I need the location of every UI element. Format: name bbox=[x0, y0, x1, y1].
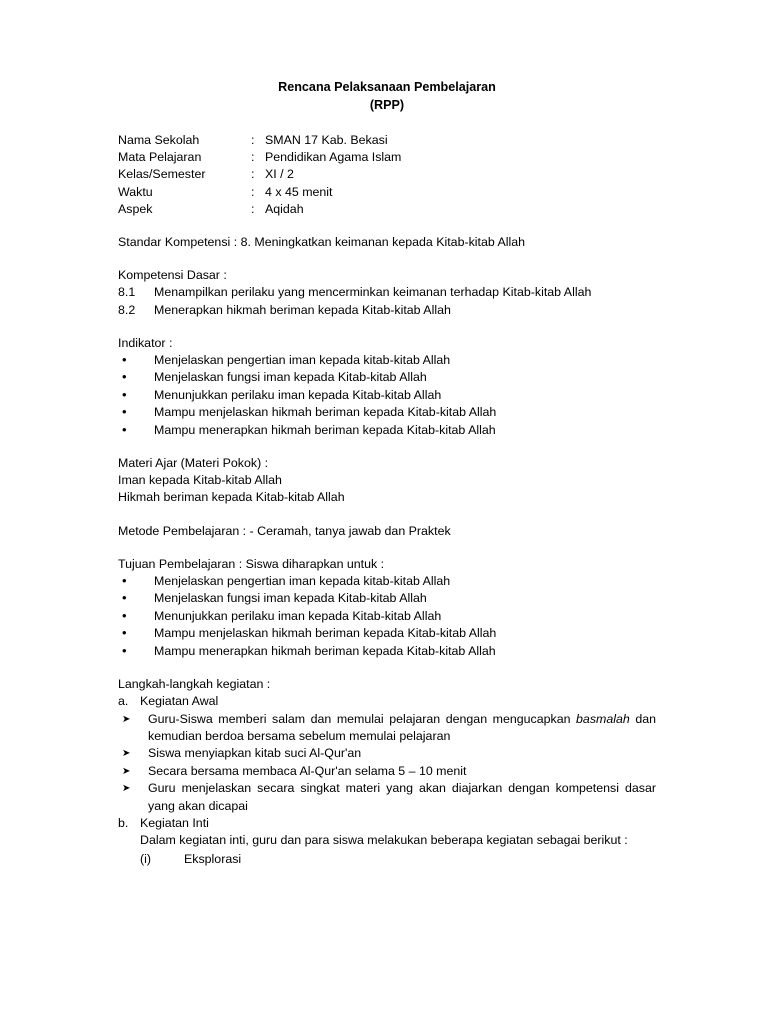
kegiatan-inti-block bbox=[118, 815, 656, 832]
kegiatan-awal-list bbox=[118, 711, 656, 815]
metode-pembelajaran-text: Metode Pembelajaran : - Ceramah, tanya jawab dan Praktek bbox=[118, 523, 451, 538]
meta-label: Kelas/Semester bbox=[118, 167, 206, 182]
materi-ajar-line: Hikmah beriman kepada Kitab-kitab Allah bbox=[118, 490, 345, 505]
indikator-section bbox=[118, 335, 656, 439]
list-item bbox=[118, 711, 656, 746]
page-title bbox=[118, 78, 656, 114]
kegiatan-inti-sub-item bbox=[140, 851, 656, 868]
materi-ajar-line: Iman kepada Kitab-kitab Allah bbox=[118, 473, 282, 488]
table-row bbox=[118, 201, 401, 218]
list-item: • Mampu menerapkan hikmah beriman kepada Kitab-kitab Allah bbox=[118, 422, 656, 439]
list-item: • Menunjukkan perilaku iman kepada Kitab-kitab Allah bbox=[118, 608, 656, 625]
list-item bbox=[118, 763, 656, 780]
meta-colon: : bbox=[251, 201, 255, 216]
meta-label: Mata Pelajaran bbox=[118, 150, 202, 165]
list-item: • Mampu menjelaskan hikmah beriman kepada Kitab-kitab Allah bbox=[118, 404, 656, 421]
list-item: • Mampu menjelaskan hikmah beriman kepada Kitab-kitab Allah bbox=[118, 625, 656, 642]
tujuan-pembelajaran-list bbox=[118, 573, 656, 660]
meta-value: Pendidikan Agama Islam bbox=[265, 150, 402, 165]
item-number: 8.1 bbox=[118, 285, 136, 300]
item-number: 8.2 bbox=[118, 302, 136, 317]
meta-value: 4 x 45 menit bbox=[265, 184, 333, 199]
list-item bbox=[118, 745, 656, 762]
metadata-table bbox=[118, 132, 401, 218]
meta-colon: : bbox=[251, 133, 255, 147]
metode-pembelajaran-section bbox=[118, 523, 656, 540]
meta-label: Nama Sekolah bbox=[118, 133, 200, 147]
table-row bbox=[118, 149, 401, 166]
kegiatan-inti-intro: Dalam kegiatan inti, guru dan para siswa melakukan beberapa kegiatan sebagai berikut : bbox=[140, 833, 628, 848]
kompetensi-dasar-heading: Kompetensi Dasar : bbox=[118, 268, 227, 283]
kegiatan-awal-mark: a. bbox=[118, 694, 129, 709]
kompetensi-dasar-section bbox=[118, 267, 656, 319]
meta-label: Aspek bbox=[118, 201, 153, 216]
table-row bbox=[118, 166, 401, 183]
materi-ajar-section bbox=[118, 455, 656, 507]
list-item: • Mampu menerapkan hikmah beriman kepada Kitab-kitab Allah bbox=[118, 643, 656, 660]
indikator-list bbox=[118, 352, 656, 439]
kegiatan-inti-mark: b. bbox=[118, 815, 129, 830]
standar-kompetensi-section bbox=[118, 234, 656, 251]
item-text-italic: basmalah bbox=[576, 711, 630, 726]
materi-ajar-heading: Materi Ajar (Materi Pokok) : bbox=[118, 456, 269, 471]
meta-colon: : bbox=[251, 167, 255, 182]
tujuan-pembelajaran-section bbox=[118, 556, 656, 660]
list-item: • Menjelaskan pengertian iman kepada kitab-kitab Allah bbox=[118, 573, 656, 590]
meta-colon: : bbox=[251, 184, 255, 199]
tujuan-pembelajaran-heading: Tujuan Pembelajaran : Siswa diharapkan untuk : bbox=[118, 556, 385, 571]
list-item: • Menjelaskan fungsi iman kepada Kitab-kitab Allah bbox=[118, 590, 656, 607]
meta-label: Waktu bbox=[118, 184, 153, 199]
kegiatan-awal-label: Kegiatan Awal bbox=[140, 694, 219, 709]
item-text: Menampilkan perilaku yang mencerminkan keimanan terhadap Kitab-kitab Allah bbox=[154, 285, 592, 300]
table-row bbox=[118, 184, 401, 201]
sub-item-mark: (i) bbox=[140, 852, 152, 867]
title-line-1: Rencana Pelaksanaan Pembelajaran bbox=[278, 80, 496, 94]
title-line-2: (RPP) bbox=[369, 98, 405, 112]
item-text-post: dan kemudian berdoa bersama sebelum memulai pelajaran bbox=[148, 711, 656, 743]
kegiatan-awal-block bbox=[118, 693, 656, 710]
list-item: • Menjelaskan fungsi iman kepada Kitab-kitab Allah bbox=[118, 369, 656, 386]
meta-value: XI / 2 bbox=[265, 167, 294, 182]
kegiatan-inti-label: Kegiatan Inti bbox=[140, 815, 209, 830]
list-item bbox=[118, 284, 656, 301]
meta-value: Aqidah bbox=[265, 201, 304, 216]
list-item: • Menunjukkan perilaku iman kepada Kitab-kitab Allah bbox=[118, 387, 656, 404]
item-text-pre: Guru menjelaskan secara singkat materi yang akan diajarkan dengan kompetensi dasar yang akan dicapai bbox=[148, 781, 656, 813]
list-item bbox=[118, 302, 656, 319]
list-item bbox=[118, 780, 656, 815]
indikator-heading: Indikator : bbox=[118, 335, 173, 350]
standar-kompetensi-text: Standar Kompetensi : 8. Meningkatkan keimanan kepada Kitab-kitab Allah bbox=[118, 235, 526, 250]
meta-colon: : bbox=[251, 150, 255, 165]
item-text: Menerapkan hikmah beriman kepada Kitab-kitab Allah bbox=[154, 302, 451, 317]
item-text-pre: Secara bersama membaca Al-Qur'an selama 5 – 10 menit bbox=[148, 763, 467, 778]
list-item: • Menjelaskan pengertian iman kepada kitab-kitab Allah bbox=[118, 352, 656, 369]
item-text-pre: Siswa menyiapkan kitab suci Al-Qur'an bbox=[148, 746, 362, 761]
sub-item-label: Eksplorasi bbox=[184, 852, 242, 867]
langkah-kegiatan-heading: Langkah-langkah kegiatan : bbox=[118, 677, 271, 692]
langkah-kegiatan-section bbox=[118, 676, 656, 868]
item-text-pre: Guru-Siswa memberi salam dan memulai pelajaran dengan mengucapkan bbox=[148, 711, 577, 726]
meta-value: SMAN 17 Kab. Bekasi bbox=[265, 133, 388, 147]
table-row bbox=[118, 132, 401, 149]
